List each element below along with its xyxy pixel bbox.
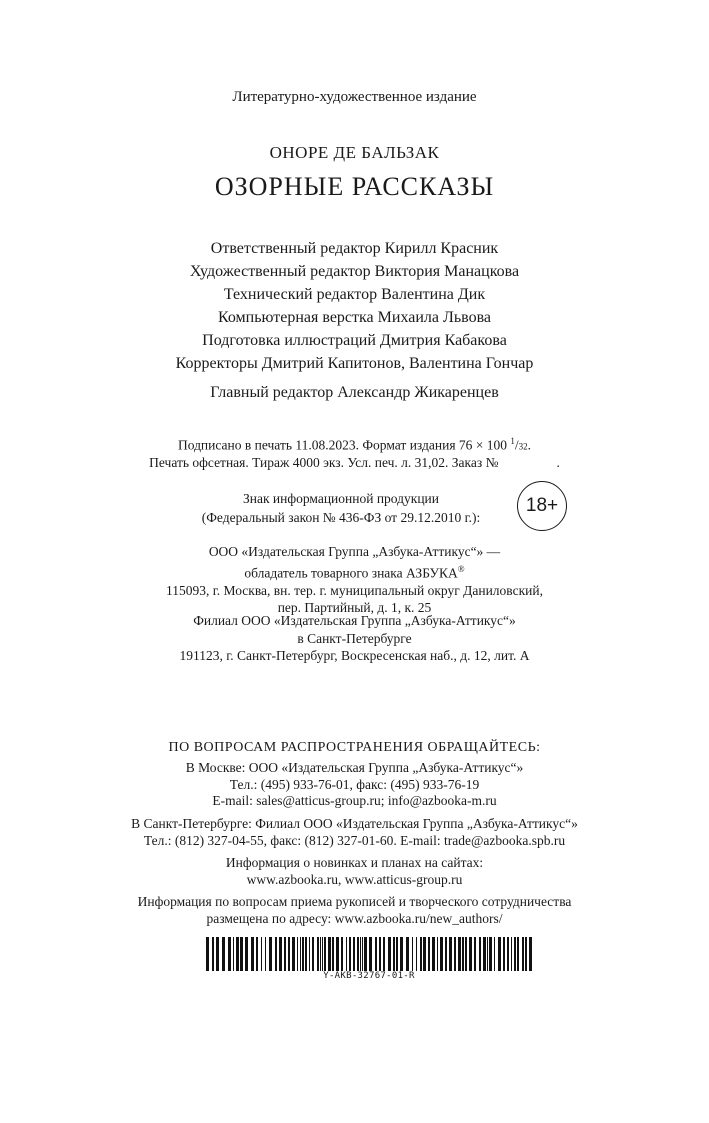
edition-genre: Литературно-художественное издание (232, 89, 477, 105)
barcode-bar (511, 937, 512, 971)
barcode-bar (322, 937, 323, 971)
barcode-bar (312, 937, 314, 971)
barcode-bar (353, 937, 355, 971)
credit-line: Технический редактор Валентина Дик (223, 286, 486, 303)
format-denominator: 32 (518, 441, 528, 452)
barcode-bar (292, 937, 295, 971)
branch-block (0, 612, 709, 665)
barcode-bar (462, 937, 464, 971)
distribution-spb (0, 816, 709, 849)
age-rating-text (176, 489, 506, 527)
barcode-bar (388, 937, 391, 971)
format-numerator: 1 (510, 436, 515, 446)
barcode-bar (216, 937, 219, 971)
credit-line: Корректоры Дмитрий Капитонов, Валентина Гончар (175, 355, 534, 372)
registered-mark: ® (457, 563, 465, 574)
barcode-bar (469, 937, 472, 971)
print-info-line-1 (0, 436, 709, 454)
barcode-bar (440, 937, 443, 971)
book-title: ОЗОРНЫЕ РАССКАЗЫ (214, 172, 495, 201)
publisher-line: 115093, г. Москва, вн. тер. г. муниципальный округ Даниловский, (166, 582, 543, 598)
barcode-bar (324, 937, 326, 971)
credits-list (0, 237, 709, 375)
manuscripts-info (0, 894, 709, 927)
barcode-bar (288, 937, 290, 971)
barcode-bar (428, 937, 430, 971)
barcode-bar (349, 937, 351, 971)
barcode-bar (245, 937, 248, 971)
print-info-line-2 (0, 455, 709, 471)
spb-line: Тел.: (812) 327-04-55, факс: (812) 327-01-60. E-mail: trade@azbooka.spb.ru (143, 832, 566, 848)
print-line2-end: . (556, 455, 560, 470)
publisher-block (0, 543, 709, 617)
barcode-bar (362, 937, 363, 971)
moscow-line: В Москве: ООО «Издательская Группа „Азбука-Аттикус“» (185, 760, 524, 775)
moscow-line: Тел.: (495) 933-76-01, факс: (495) 933-76-19 (229, 776, 480, 792)
barcode-bar (489, 937, 492, 971)
barcode-bar (406, 937, 409, 971)
branch-line: в Санкт-Петербурге (297, 630, 412, 646)
barcode-bar (412, 937, 413, 971)
barcode-bar (320, 937, 321, 971)
barcode-bar (437, 937, 438, 971)
barcode-bar (393, 937, 395, 971)
barcode-bar (494, 937, 495, 971)
barcode-bar (275, 937, 277, 971)
print-run-order: Печать офсетная. Тираж 4000 экз. Усл. печ. л. 31,02. Заказ № (149, 455, 499, 470)
credit-line: Компьютерная верстка Михаила Львова (217, 309, 492, 326)
barcode-bar (458, 937, 461, 971)
barcode-bar (206, 937, 209, 971)
age-rating-badge: 18+ (517, 481, 567, 531)
age-rating-label: Знак информационной продукции (242, 491, 440, 506)
moscow-line: E-mail: sales@atticus-group.ru; info@azbooka-m.ru (212, 793, 497, 808)
barcode-bar (236, 937, 239, 971)
age-rating-law: (Федеральный закон № 436-ФЗ от 29.12.2010 г.): (201, 510, 481, 525)
barcode-bar (449, 937, 452, 971)
barcode-bar (297, 937, 298, 971)
barcode-bar (514, 937, 516, 971)
print-line1-end: . (527, 437, 532, 453)
barcode-graphic (206, 937, 532, 971)
barcode-bar (503, 937, 505, 971)
barcode-bar (483, 937, 486, 971)
barcode-bar (279, 937, 282, 971)
barcode-bar (423, 937, 426, 971)
barcode-bar (357, 937, 359, 971)
barcode-code: Y-AKB-32767-01-R (323, 971, 415, 981)
barcode-bar (383, 937, 385, 971)
news-info (0, 855, 709, 888)
author-name: ОНОРЕ ДЕ БАЛЬЗАК (269, 143, 440, 162)
barcode-bar (256, 937, 258, 971)
publisher-line: пер. Партийный, д. 1, к. 25 (277, 600, 432, 615)
barcode-bar (454, 937, 456, 971)
barcode-bar (487, 937, 488, 971)
barcode-bar (336, 937, 339, 971)
credit-line: Подготовка иллюстраций Дмитрия Кабакова (202, 332, 507, 349)
barcode-bar (300, 937, 301, 971)
credit-line: Ответственный редактор Кирилл Красник (210, 240, 499, 257)
barcode-bar (498, 937, 501, 971)
distribution-moscow (0, 760, 709, 810)
barcode-bar (369, 937, 372, 971)
branch-line: Филиал ООО «Издательская Группа „Азбука-Аттикус“» (193, 613, 516, 628)
barcode-bar (396, 937, 398, 971)
barcode-bar (400, 937, 403, 971)
trademark-owner: обладатель товарного знака АЗБУКА (244, 565, 458, 580)
spb-line: В Санкт-Петербурге: Филиал ООО «Издательская Группа „Азбука-Аттикус“» (131, 816, 578, 831)
barcode-icon (206, 937, 532, 971)
barcode-bar (416, 937, 417, 971)
branch-line: 191123, г. Санкт-Петербург, Воскресенская наб., д. 12, лит. А (179, 648, 530, 663)
barcode-bar (228, 937, 231, 971)
barcode-bar (522, 937, 524, 971)
barcode-bar (479, 937, 481, 971)
barcode-bar (305, 937, 307, 971)
news-line: www.azbooka.ru, www.atticus-group.ru (246, 871, 463, 887)
credit-line: Художественный редактор Виктория Манацкова (189, 263, 520, 280)
barcode-bar (364, 937, 367, 971)
barcode-bar (317, 937, 319, 971)
barcode-bar (302, 937, 304, 971)
barcode-bar (233, 937, 234, 971)
barcode-bar (240, 937, 243, 971)
barcode-bar (261, 937, 262, 971)
news-line: Информация о новинках и планах на сайтах: (225, 855, 484, 870)
barcode-bar (432, 937, 435, 971)
barcode-bar (212, 937, 214, 971)
barcode-bar (465, 937, 467, 971)
barcode-bar (420, 937, 422, 971)
barcode-bar (269, 937, 272, 971)
barcode-bar (265, 937, 266, 971)
barcode-bar (251, 937, 254, 971)
barcode-bar (346, 937, 347, 971)
barcode-bar (360, 937, 361, 971)
barcode-bar (525, 937, 527, 971)
barcode-bar (328, 937, 331, 971)
format-separator: / (514, 437, 519, 453)
chief-editor: Главный редактор Александр Жикаренцев (210, 384, 499, 401)
print-signed-format: Подписано в печать 11.08.2023. Формат издания 76 × 100 (177, 437, 508, 453)
barcode-bar (341, 937, 343, 971)
barcode-bar (445, 937, 447, 971)
barcode-bar (222, 937, 225, 971)
barcode-bar (332, 937, 334, 971)
manuscripts-line: размещена по адресу: www.azbooka.ru/new_authors/ (206, 910, 503, 926)
barcode-bar (375, 937, 377, 971)
barcode-bar (284, 937, 286, 971)
barcode-bar (379, 937, 381, 971)
barcode-bar (517, 937, 519, 971)
barcode-bar (309, 937, 310, 971)
barcode-bar (474, 937, 476, 971)
publisher-line: ООО «Издательская Группа „Азбука-Аттикус“» — (208, 544, 501, 559)
barcode-bar (507, 937, 509, 971)
barcode-bar (529, 937, 532, 971)
publisher-line (0, 561, 709, 582)
manuscripts-line: Информация по вопросам приема рукописей и творческого сотрудничества (137, 894, 572, 909)
distribution-heading: ПО ВОПРОСАМ РАСПРОСТРАНЕНИЯ ОБРАЩАЙТЕСЬ: (168, 740, 541, 755)
